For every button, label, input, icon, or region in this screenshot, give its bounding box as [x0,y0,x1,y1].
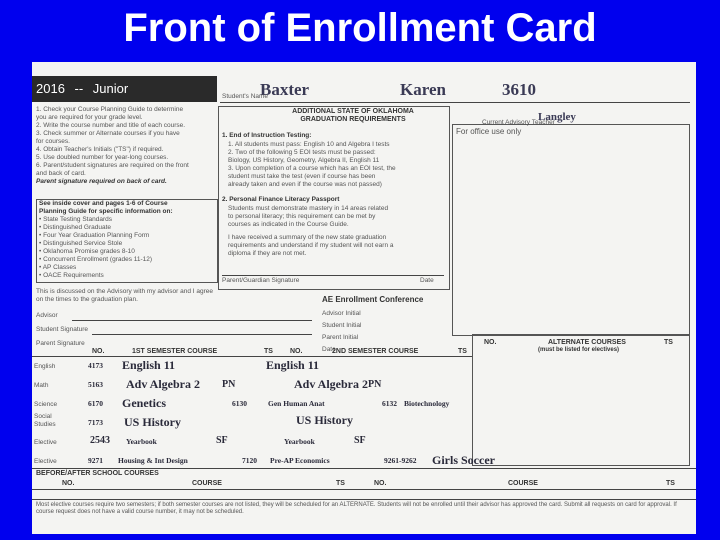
course-number: 9271 [88,456,103,465]
course-title: English 11 [122,358,176,372]
course-number: 6170 [88,399,103,408]
date-label: Date [420,277,434,284]
enrollment-card [32,62,696,534]
teacher-signature: PN [368,379,382,390]
parent-sig-label: Parent/Guardian Signature [222,277,300,284]
advisory-label: Current Advisory Teacher [482,119,555,126]
requirements-title: ADDITIONAL STATE OF OKLAHOMA GRADUATION REQUIREMENTS [292,108,414,123]
ba-hdr-ts2: TS [666,480,675,487]
parent-sig-label-2: Parent Signature [36,340,85,347]
hdr-alt-no: NO. [484,339,497,346]
acknowledgement-text: I have received a summary of the new state graduation requirements and understand if my student will not earn a diploma if they are not met. [228,234,394,257]
course-title: US History [296,413,353,427]
slide-title: Front of Enrollment Card [123,6,597,50]
course-title: Adv Algebra 2 [294,377,369,391]
course-title: Gen Human Anat [268,399,325,408]
ba-hdr-ts: TS [336,480,345,487]
before-after-line [32,468,696,469]
course-title: Genetics [122,396,166,410]
course-number: 7173 [88,418,103,427]
ba-hdr-course2: COURSE [508,480,538,487]
ba-hdr-no2: NO. [374,480,387,487]
hdr-no2: NO. [290,348,303,355]
before-after-title: BEFORE/AFTER SCHOOL COURSES [36,470,159,477]
course-title: English 11 [266,358,320,372]
table-header-line [32,356,472,357]
student-first-name: Karen [400,80,446,99]
hdr-sem2: 2ND SEMESTER COURSE [332,348,419,355]
ba-hdr-course: COURSE [192,480,222,487]
row-label-math: Math [34,382,49,389]
footer-note: Most elective courses require two semesters; if both semester courses are not listed, they will be scheduled for an ALTERNATE. Students will not be enrolled until their advisor has approved the card. Submit all requests on card for approval. If course request does not have a valid course number, it may not be scheduled. [36,502,677,515]
conference-student: Student Initial [322,322,362,329]
instructions: 1. Check your Course Planning Guide to determine you are required for your grade level. 2. Write the course number and title of each course. 3. Check summer or Alternate courses if you have for courses. 4. Obtain Teacher's Initials ("TS") if required. 5. Use doubled number for year-long courses. 6. Parent/student signatures are required on the front and back of card. Parent signature required on back of card. [36,106,189,185]
conference-date: Date [322,346,336,353]
teacher-signature: SF [216,435,228,446]
course-title: Pre-AP Economics [270,456,330,465]
hdr-alt-ts: TS [664,339,673,346]
course-title: Yearbook [284,437,315,446]
student-last-name: Baxter [260,80,310,99]
ba-header-line [32,489,696,490]
course-title: US History [124,415,181,429]
row-label-science: Science [34,401,58,408]
eoi-title: 1. End of Instruction Testing: [222,132,312,139]
parent-sig-line [222,275,444,276]
pfl-title: 2. Personal Finance Literacy Passport [222,196,340,203]
teacher-signature: SF [354,435,366,446]
student-sig-line [92,334,312,335]
alternate-course: Biotechnology [404,399,450,408]
ba-hdr-no: NO. [62,480,75,487]
advisor-line-label: Advisor [36,312,58,319]
hdr-ts2: TS [458,348,467,355]
eoi-text: 1. All students must pass: English 10 and Algebra I tests 2. Two of the following 5 EOI tests must be passed: Biology, US History, Geometry, Algebra II, English 11 3. Upon completion of a course which has an EOI test, the student must take the test (even if course has been already taken and even if the course was not passed) [228,141,396,188]
course-number: 5163 [88,380,103,389]
row-label-social-studies: Social Studies [34,413,56,428]
student-sig-label: Student Signature [36,326,89,333]
office-use-box [452,124,690,336]
row-label-elective-2: Elective [34,458,57,465]
conference-title: AE Enrollment Conference [322,295,424,304]
course-number: 7120 [242,456,257,465]
discussion-text: This is discussed on the Advisory with my advisor and I agree on the times to the graduation plan. [36,288,214,303]
hdr-alt: ALTERNATE COURSES [548,339,626,346]
advisory-teacher: Langley [538,111,576,123]
ba-row-line [32,499,696,500]
course-number: 2543 [90,435,110,446]
name-label: Student's Name [222,93,269,100]
hdr-ts: TS [264,348,273,355]
course-title: Yearbook [126,437,157,446]
alternate-course: Girls Soccer [432,453,495,467]
hdr-no: NO. [92,348,105,355]
office-use-label: For office use only [456,127,522,136]
pfl-text: Students must demonstrate mastery in 14 areas related to personal literacy; this requirement can be met by courses as indicated in the Course Guide. [228,205,389,228]
row-label-english: English [34,363,56,370]
conference-parent: Parent Initial [322,334,359,341]
teacher-signature: PN [222,379,236,390]
student-id: 3610 [502,80,536,99]
hdr-alt-note: (must be listed for electives) [538,347,620,353]
course-number: 4173 [88,361,103,370]
hdr-sem1: 1ST SEMESTER COURSE [132,348,218,355]
course-title: Adv Algebra 2 [126,377,201,391]
conference-advisor: Advisor Initial [322,310,361,317]
course-title: Housing & Int Design [118,456,188,465]
advisor-line [72,320,312,321]
name-line [220,102,690,103]
row-label-elective: Elective [34,439,57,446]
course-guide-box: See inside cover and pages 1-6 of Course Planning Guide for specific information on: • State Testing Standards • Distinguished Graduate • Four Year Graduation Planning Form • Distinguished Service Stole • Oklahoma Promise grades 8-10 • Concurrent Enrollment (grades 11-12) • AP Classes • OACE Requirements [36,199,218,283]
grade-caption: 2016 -- Junior [32,76,217,102]
course-number: 6130 [232,399,247,408]
course-number: 9261-9262 [384,456,417,465]
alternate-box [472,334,690,466]
course-number: 6132 [382,399,397,408]
